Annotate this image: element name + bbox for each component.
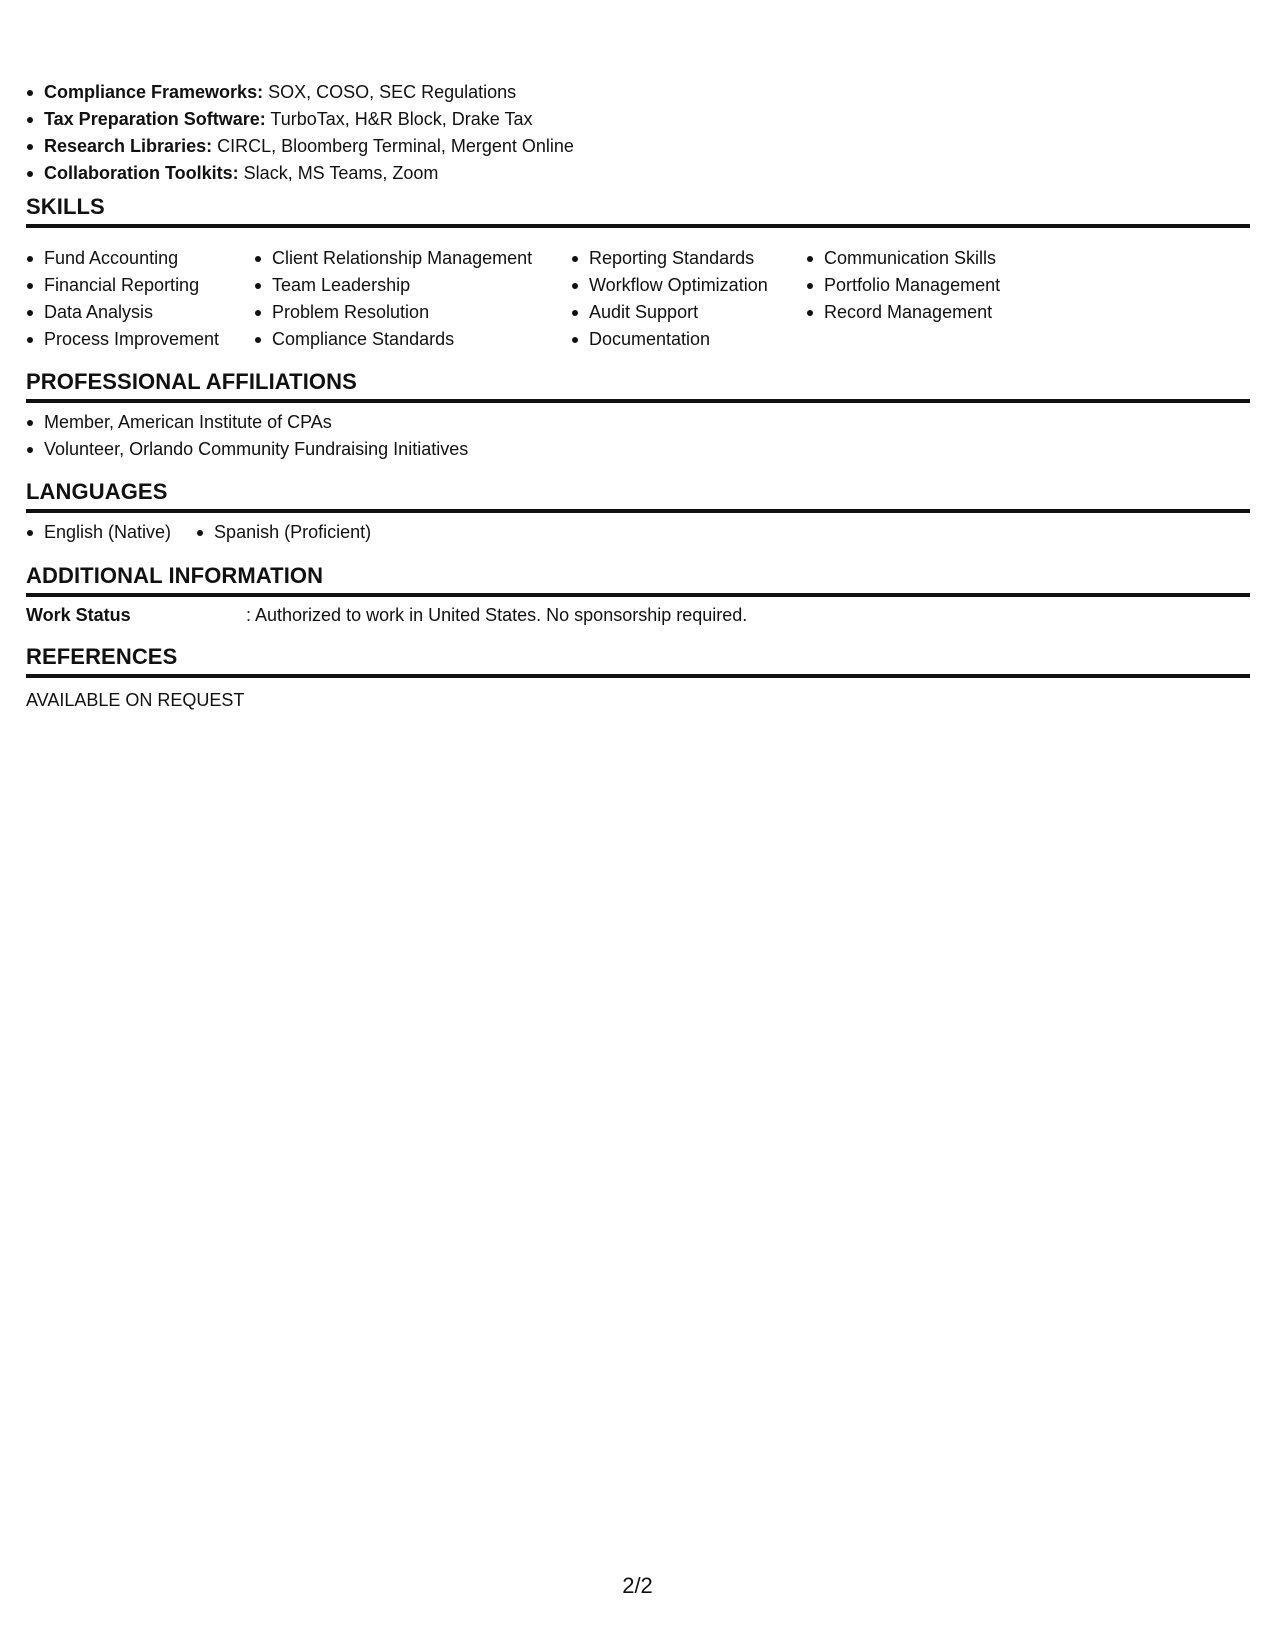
- page-number: 2/2: [622, 1573, 653, 1598]
- tool-value: TurboTax, H&R Block, Drake Tax: [265, 109, 533, 129]
- tool-value: Slack, MS Teams, Zoom: [238, 163, 439, 183]
- language-item: Spanish (Proficient): [196, 519, 371, 546]
- list-item: [26, 106, 574, 133]
- skill-item: Record Management: [806, 299, 1000, 326]
- skill-item: Financial Reporting: [26, 272, 219, 299]
- skill-item: Fund Accounting: [26, 245, 219, 272]
- skills-column: [571, 245, 768, 353]
- tool-label: Research Libraries:: [44, 136, 213, 156]
- skill-item: Portfolio Management: [806, 272, 1000, 299]
- skill-item: Communication Skills: [806, 245, 1000, 272]
- work-status-value: : Authorized to work in United States. No sponsorship required.: [246, 605, 748, 625]
- tool-label: Collaboration Toolkits:: [44, 163, 239, 183]
- tool-label: Compliance Frameworks:: [44, 82, 264, 102]
- affiliations-heading: PROFESSIONAL AFFILIATIONS: [26, 369, 357, 394]
- languages-heading: LANGUAGES: [26, 479, 168, 504]
- languages-list: [26, 519, 396, 546]
- affiliation-item: Member, American Institute of CPAs: [26, 409, 468, 436]
- references-heading: REFERENCES: [26, 644, 178, 669]
- references-text: AVAILABLE ON REQUEST: [26, 690, 245, 710]
- section-divider: [26, 593, 1250, 597]
- skills-column: [806, 245, 1000, 326]
- list-item: [26, 79, 574, 106]
- skill-item: Data Analysis: [26, 299, 219, 326]
- work-status-label: Work Status: [26, 605, 131, 625]
- resume-page: [26, 0, 1250, 1650]
- affiliation-item: Volunteer, Orlando Community Fundraising Initiatives: [26, 436, 468, 463]
- language-item: English (Native): [26, 519, 171, 546]
- additional-info-heading: ADDITIONAL INFORMATION: [26, 563, 324, 588]
- tools-list: [26, 79, 574, 187]
- tool-label: Tax Preparation Software:: [44, 109, 266, 129]
- skills-grid: [26, 245, 1250, 355]
- tool-value: SOX, COSO, SEC Regulations: [263, 82, 517, 102]
- skills-column: [26, 245, 219, 353]
- skills-column: [254, 245, 532, 353]
- section-divider: [26, 224, 1250, 228]
- list-item: [26, 133, 574, 160]
- skills-heading: SKILLS: [26, 194, 105, 219]
- skill-item: Team Leadership: [254, 272, 532, 299]
- section-divider: [26, 509, 1250, 513]
- affiliations-list: [26, 409, 468, 463]
- skill-item: Process Improvement: [26, 326, 219, 353]
- skill-item: Documentation: [571, 326, 768, 353]
- skill-item: Workflow Optimization: [571, 272, 768, 299]
- list-item: [26, 160, 574, 187]
- skill-item: Compliance Standards: [254, 326, 532, 353]
- section-divider: [26, 399, 1250, 403]
- skill-item: Client Relationship Management: [254, 245, 532, 272]
- section-divider: [26, 674, 1250, 678]
- skill-item: Problem Resolution: [254, 299, 532, 326]
- skill-item: Audit Support: [571, 299, 768, 326]
- skill-item: Reporting Standards: [571, 245, 768, 272]
- tool-value: CIRCL, Bloomberg Terminal, Mergent Online: [212, 136, 574, 156]
